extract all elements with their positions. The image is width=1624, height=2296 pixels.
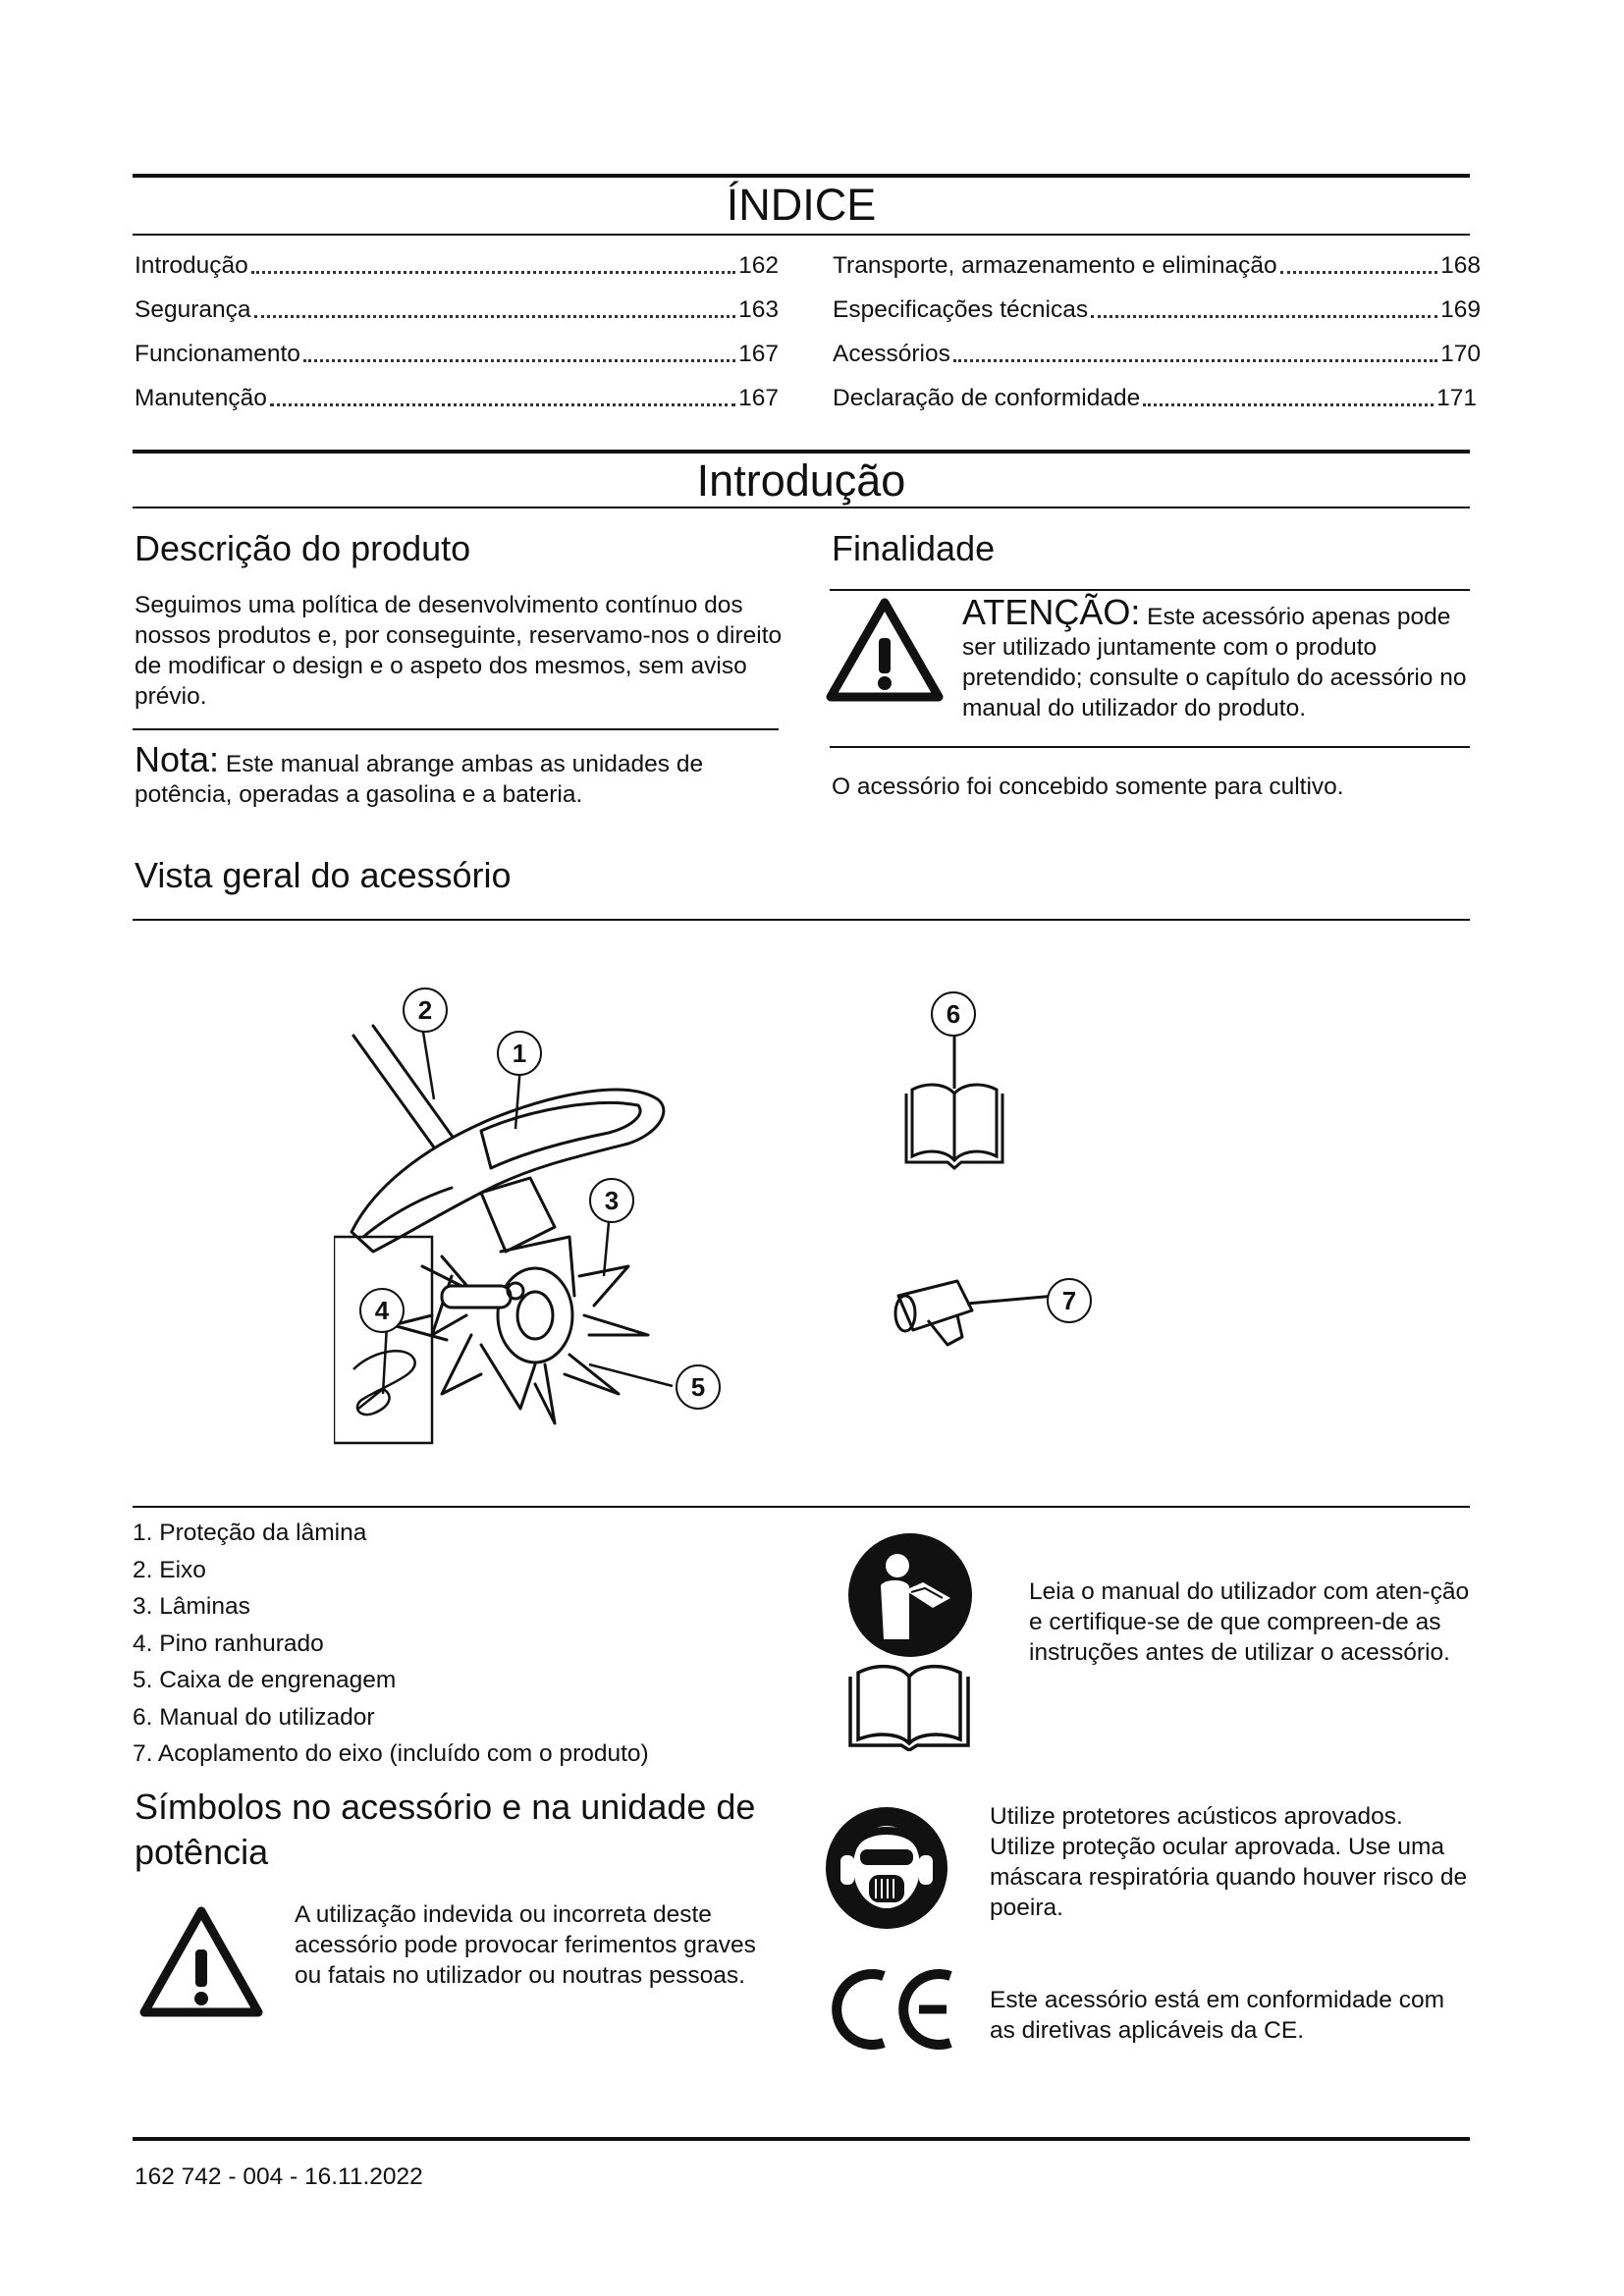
shaft-coupling-illustration bbox=[889, 1276, 1065, 1355]
toc-entry-especificacoes[interactable]: Especificações técnicas 169 bbox=[833, 296, 1481, 323]
warning-symbol-icon bbox=[137, 1904, 265, 2020]
symbol-manual-text: Leia o manual do utilizador com aten-ção e certifique-se de que compreen-de as instruções antes de utilizar o acessório. bbox=[1029, 1578, 1470, 1666]
list-item: 4. Pino ranhurado bbox=[133, 1629, 324, 1657]
list-item: 5. Caixa de engrenagem bbox=[133, 1667, 397, 1693]
purpose-heading: Finalidade bbox=[832, 528, 996, 568]
callout-6: 6 bbox=[931, 991, 976, 1037]
warning-label: ATENÇÃO: bbox=[962, 592, 1141, 632]
callout-4: 4 bbox=[359, 1288, 405, 1333]
overview-rule bbox=[133, 919, 1470, 921]
toc-entry-seguranca[interactable]: Segurança 163 bbox=[135, 296, 779, 323]
toc-top-rule bbox=[133, 174, 1470, 178]
intro-top-rule bbox=[133, 450, 1470, 454]
list-item: 7. Acoplamento do eixo (incluído com o produto) bbox=[133, 1740, 649, 1767]
toc-entry-declaracao[interactable]: Declaração de conformidade 171 bbox=[833, 385, 1477, 411]
read-manual-icon bbox=[846, 1531, 974, 1659]
callout-1: 1 bbox=[497, 1031, 542, 1076]
list-item: 2. Eixo bbox=[133, 1556, 206, 1583]
list-item: 1. Proteção da lâmina bbox=[133, 1520, 367, 1546]
warning-triangle-icon bbox=[825, 597, 945, 703]
symbol-ce-text: Este acessório está em conformidade com as diretivas aplicáveis da CE. bbox=[990, 1987, 1444, 2044]
product-description-heading: Descrição do produto bbox=[135, 528, 471, 568]
warning-block bbox=[962, 592, 1473, 723]
toc-entry-funcionamento[interactable]: Funcionamento 167 bbox=[135, 341, 779, 367]
toc-title-rule bbox=[133, 234, 1470, 236]
ce-mark-icon bbox=[825, 1968, 957, 2051]
symbol-warning-text: A utilização indevida ou incorreta deste acessório pode provocar ferimentos graves ou fatais no utilizador ou noutras pessoas. bbox=[295, 1901, 756, 1989]
document-id: 162 742 - 004 - 16.11.2022 bbox=[135, 2163, 423, 2190]
intro-title-rule bbox=[133, 507, 1470, 508]
toc-entry-introducao[interactable]: Introdução 162 bbox=[135, 252, 779, 279]
list-item: 3. Lâminas bbox=[133, 1593, 250, 1620]
product-description-text: Seguimos uma política de desenvolvimento contínuo dos nossos produtos e, por conseguinte, reservamo-nos o direito de modificar o design e o aspeto dos mesmos, sem aviso prévio. bbox=[135, 592, 783, 710]
manual-book-symbol-icon bbox=[844, 1663, 974, 1751]
callout-7: 7 bbox=[1047, 1278, 1092, 1323]
intro-title: Introdução bbox=[696, 455, 906, 506]
warning-bottom-rule bbox=[830, 746, 1470, 748]
note-label: Nota: bbox=[135, 739, 220, 779]
protective-equipment-icon bbox=[825, 1806, 948, 1930]
overview-legend-list bbox=[133, 1515, 649, 1773]
note bbox=[135, 739, 783, 810]
toc-entry-transporte[interactable]: Transporte, armazenamento e eliminação 168 bbox=[833, 252, 1481, 279]
list-item: 6. Manual do utilizador bbox=[133, 1703, 375, 1731]
note-text: Este manual abrange ambas as unidades de potência, operadas a gasolina e a bateria. bbox=[135, 751, 704, 808]
callout-3: 3 bbox=[589, 1178, 634, 1223]
symbols-heading: Símbolos no acessório e na unidade de potência bbox=[135, 1787, 756, 1872]
purpose-text: O acessório foi concebido somente para cultivo. bbox=[832, 774, 1344, 800]
toc-entry-acessorios[interactable]: Acessórios 170 bbox=[833, 341, 1481, 367]
toc-title: ÍNDICE bbox=[726, 180, 877, 230]
callout-2: 2 bbox=[403, 988, 448, 1033]
overview-heading: Vista geral do acessório bbox=[135, 855, 512, 895]
symbol-ppe-text: Utilize protetores acústicos aprovados. Utilize proteção ocular aprovada. Use uma máscara respiratória quando houver risco de poeira. bbox=[990, 1803, 1468, 1921]
list-top-rule bbox=[133, 1506, 1470, 1508]
footer-rule bbox=[133, 2137, 1470, 2141]
note-rule bbox=[133, 728, 779, 730]
toc-entry-manutencao[interactable]: Manutenção 167 bbox=[135, 385, 779, 411]
warning-top-rule bbox=[830, 589, 1470, 591]
warning-text: Este acessório apenas pode ser utilizado juntamente com o produto pretendido; consulte o capítulo do acessório no manual do utilizador do produto. bbox=[962, 604, 1467, 721]
manual-book-icon bbox=[898, 1035, 1006, 1172]
callout-5: 5 bbox=[676, 1364, 721, 1410]
